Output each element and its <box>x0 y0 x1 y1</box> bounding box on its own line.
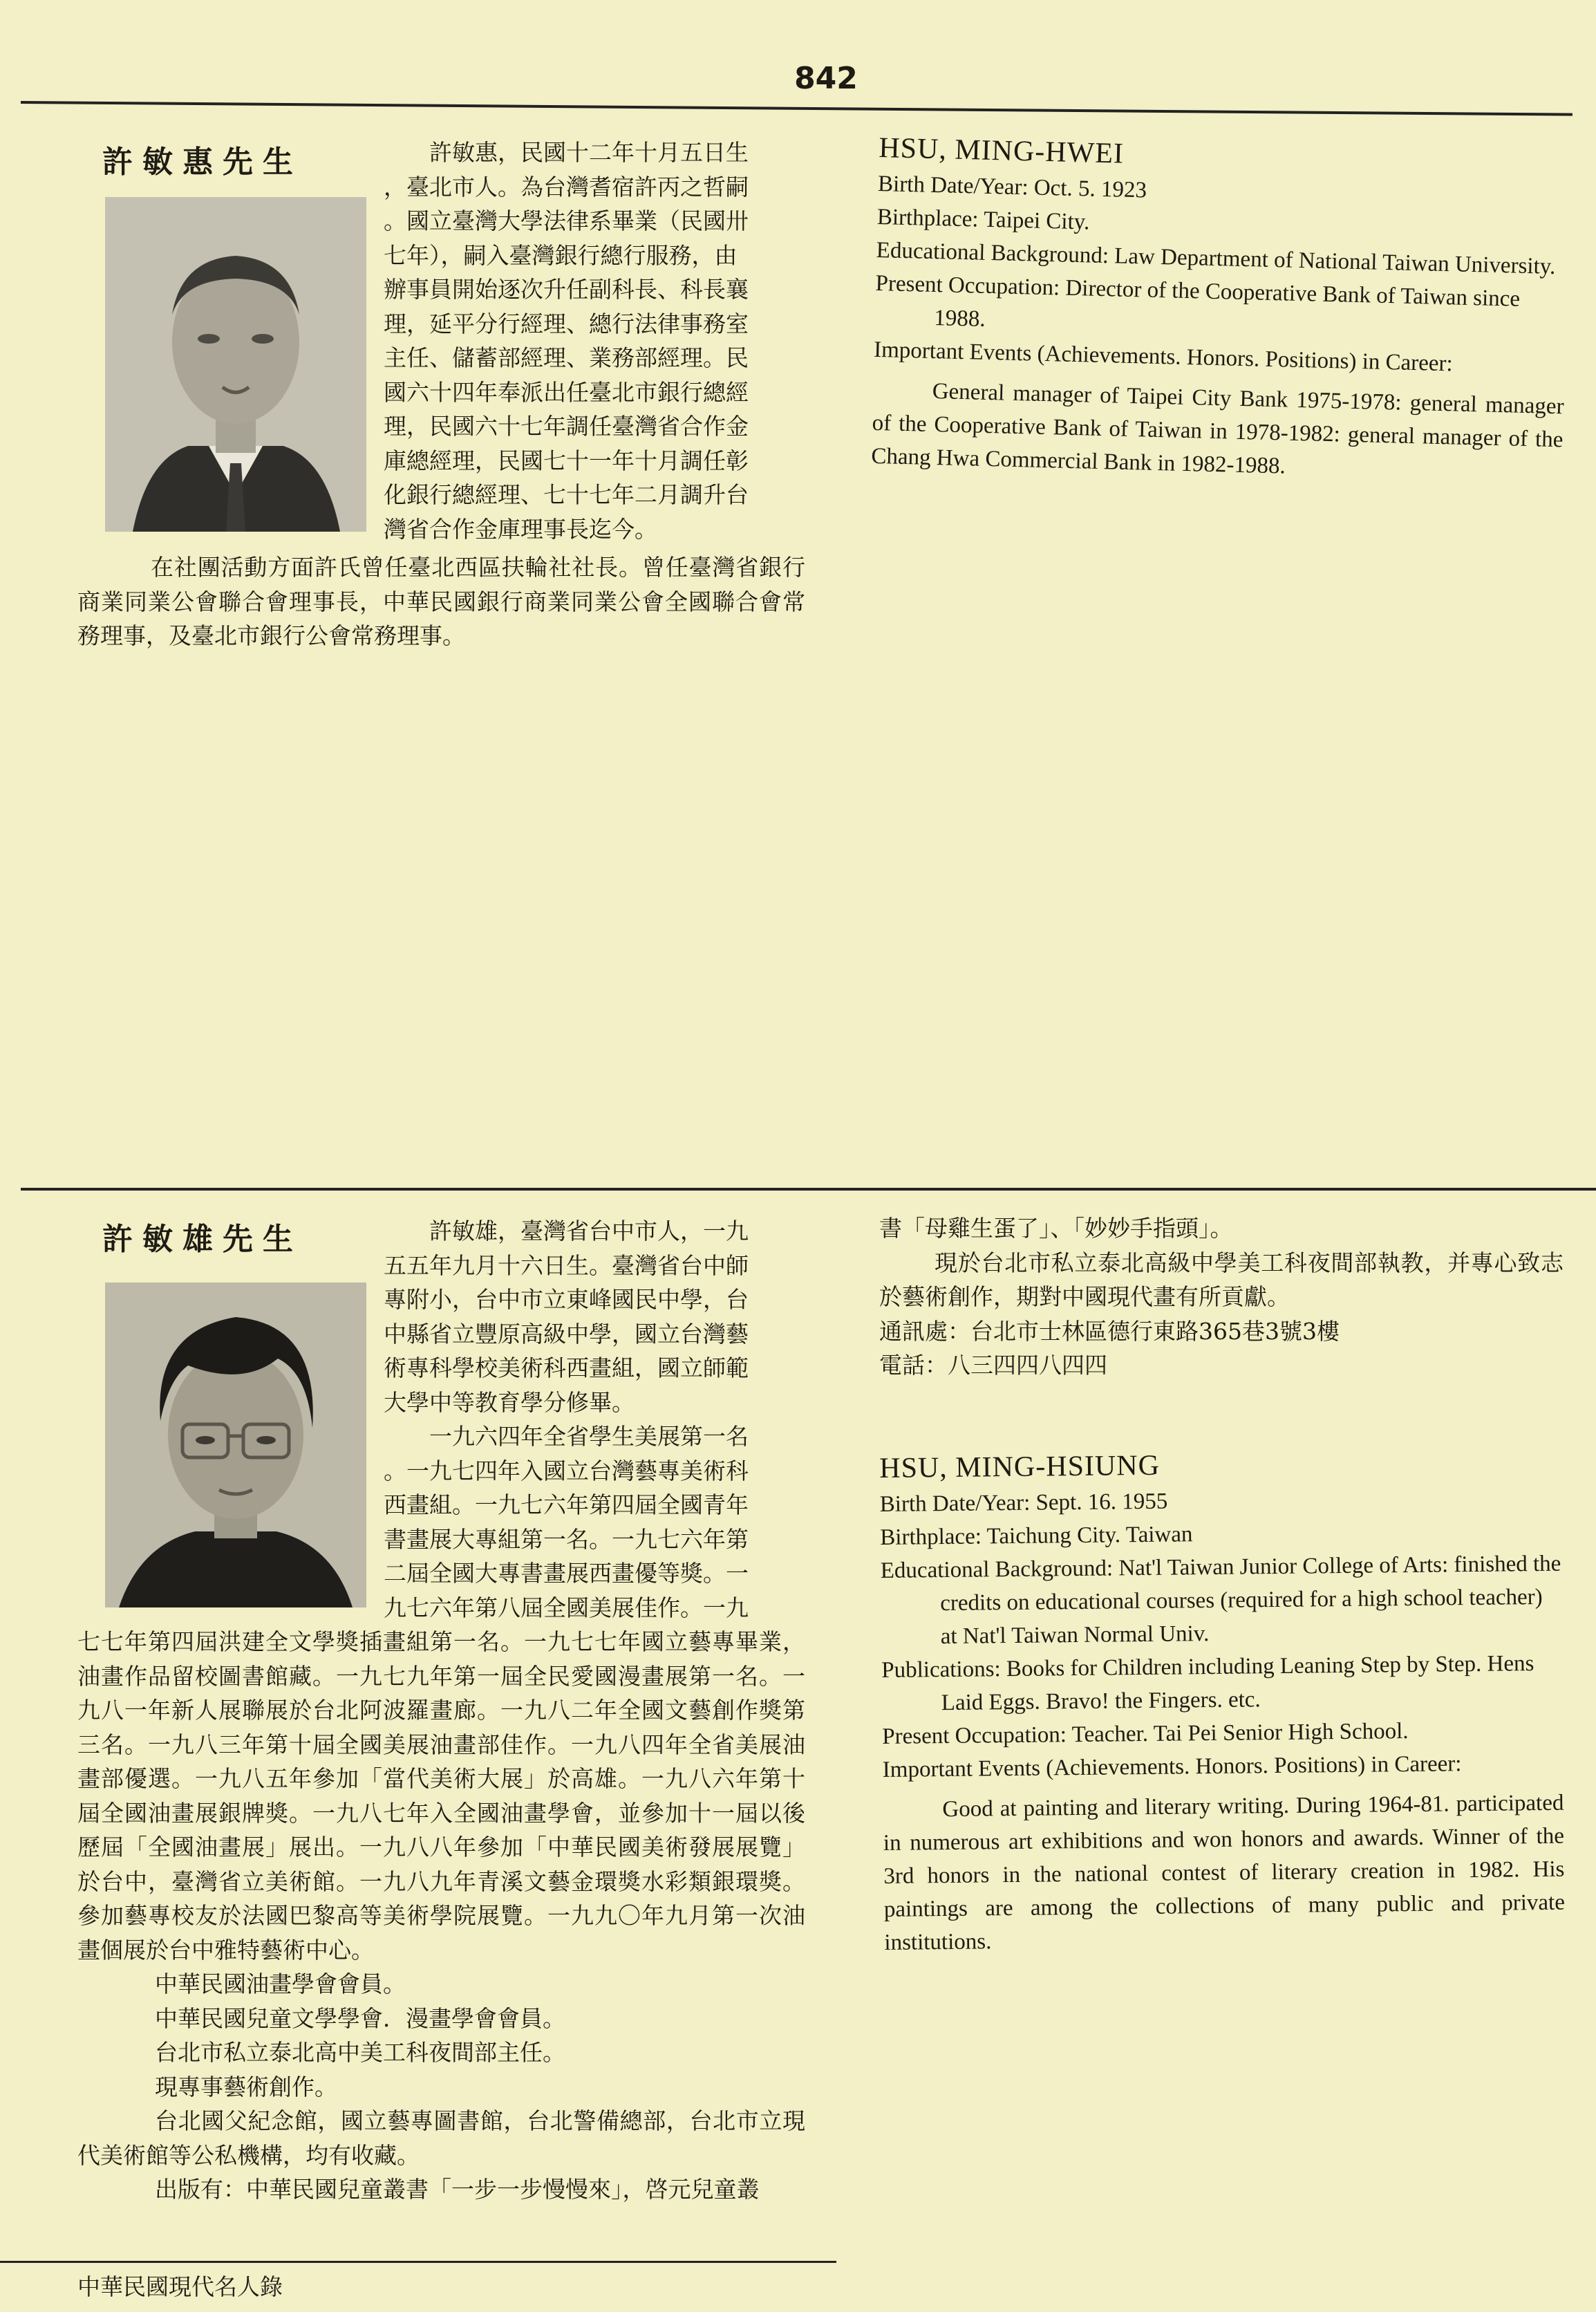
entry1-bio-line: 主任、儲蓄部經理、業務部經理。民 <box>384 344 749 371</box>
entry1-bio-line: 化銀行總經理、七十七年二月調升台 <box>384 481 749 508</box>
field-value: Taichung City. Taiwan <box>986 1522 1193 1549</box>
footer-rule <box>0 2261 836 2263</box>
entry1-name-zh: 許敏惠先生 <box>102 144 303 180</box>
entry2-bio-line: 許敏雄，臺灣省台中市人，一九 <box>429 1218 749 1244</box>
field-label: Birthplace: <box>880 1524 982 1550</box>
entry2-publications-continued: 書「母雞生蛋了」、「妙妙手指頭」。 <box>879 1215 1233 1242</box>
field-label: Birthplace: <box>876 204 979 232</box>
field-label: Birth Date/Year: <box>879 1490 1031 1517</box>
entry2-bio-zh-side <box>384 1214 805 1625</box>
entry2-publications-zh: 出版有：中華民國兒童叢書「一步一步慢慢來」，啓元兒童叢 <box>155 2176 760 2203</box>
entry2-bio-line: 書畫展大專組第一名。一九七六年第 <box>384 1525 749 1553</box>
phone-label: 電話： <box>879 1352 948 1379</box>
field-label: Important Events (Achievements. Honors. Positions) in Career: <box>882 1751 1462 1782</box>
field-value: Nat'l Taiwan Junior College of Arts: finished the credits on educational courses (required for a high school teacher) at Nat'l Taiwan Normal Univ. <box>940 1551 1561 1650</box>
entry1-bio-line: ，臺北市人。為台灣耆宿許丙之哲嗣 <box>384 173 749 201</box>
field-label: Present Occupation: <box>882 1722 1067 1749</box>
field-value: Teacher. Tai Pei Senior High School. <box>1071 1719 1409 1748</box>
entry2-bio-zh-full <box>77 1625 805 2207</box>
entry1-events-body: General manager of Taipei City Bank 1975-1978: general manager of the Cooperative Bank of Taiwan in 1978-1982: general manager of the Chang Hwa Commercial Bank in 1982-1988. <box>871 378 1565 479</box>
address-label: 通訊處： <box>879 1317 970 1345</box>
entry2-bio-line: 一九六四年全省學生美展第一名 <box>429 1423 749 1450</box>
entry1-bio-line: 庫總經理，民國七十一年十月調任彰 <box>384 447 749 474</box>
book-title-footer: 中華民國現代名人錄 <box>77 2273 283 2300</box>
entry1-bio-line: 許敏惠，民國十二年十月五日生 <box>429 139 749 166</box>
entry2-membership-3: 台北市私立泰北高中美工科夜間部主任。 <box>155 2039 565 2066</box>
entry2-membership-2: 中華民國兒童文學學會．漫畫學會會員。 <box>155 2004 565 2032</box>
top-rule <box>21 101 1572 116</box>
entry1-name-en: HSU, MING-HWEI <box>878 131 1125 170</box>
entry2-membership-4: 現專事藝術創作。 <box>155 2073 337 2100</box>
entry2-bio-line: 中縣省立豐原高級中學，國立台灣藝 <box>384 1320 749 1348</box>
entry2-current-work: 現於台北市私立泰北高級中學美工科夜間部執教，并專心致志於藝術創作，期對中國現代畫有所貢獻。 <box>879 1249 1564 1310</box>
entry2-address <box>879 1314 1564 1349</box>
entry2-name-zh: 許敏雄先生 <box>102 1222 303 1257</box>
phone-value: 八三四四八四四 <box>948 1352 1107 1379</box>
entry1-portrait <box>105 197 366 532</box>
entry2-bio-line: 。一九七四年入國立台灣藝專美術科 <box>384 1457 749 1484</box>
entry1-bio-line: 國六十四年奉派出任臺北市銀行總經 <box>384 378 749 406</box>
entry2-bio-line: 術專科學校美術科西畫組，國立師範 <box>384 1354 749 1381</box>
entry2-publications <box>881 1647 1563 1720</box>
entry2-membership-1: 中華民國油畫學會會員。 <box>155 1970 406 1997</box>
page-number: 842 <box>794 61 858 96</box>
entry2-events-body: Good at painting and literary writing. During 1964-81. participated in numerous art exhibitions and won honors and awards. Winner of the 3rd honors in the national contest of literary creation in 1982. His paintings are among the collections of many public and private institutions. <box>883 1790 1566 1955</box>
address-value: 台北市士林區德行東路365巷3號3樓 <box>970 1317 1340 1345</box>
field-label: Publications: <box>881 1657 1001 1683</box>
entry1-bio-line: 灣省合作金庫理事長迄今。 <box>384 515 657 543</box>
field-label: Birth Date/Year: <box>877 171 1029 201</box>
field-value: Law Department of National Taiwan University. <box>1114 243 1556 279</box>
entry2-bio-line: 西畫組。一九七六年第四屆全國青年 <box>384 1491 749 1518</box>
field-label: Present Occupation: <box>875 270 1060 301</box>
entry2-english-bio <box>879 1445 1566 1959</box>
entry2-bio-line: 五五年九月十六日生。臺灣省台中師 <box>384 1251 749 1279</box>
entry2-phone <box>879 1348 1564 1383</box>
field-value: Taipei City. <box>983 207 1090 235</box>
field-value: Books for Children including Leaning Step by Step. Hens Laid Eggs. Bravo! the Fingers. etc. <box>941 1651 1534 1716</box>
entry2-collections: 台北國父紀念館，國立藝專圖書館，台北警備總部，台北市立現代美術館等公私機構，均有收藏。 <box>77 2107 805 2169</box>
entry1-english-bio <box>871 131 1570 490</box>
entry1-bio-line: 七年），嗣入臺灣銀行總行服務，由 <box>384 241 738 269</box>
entry1-bio-zh-tail: 在社團活動方面許氏曾任臺北西區扶輪社社長。曾任臺灣省銀行商業同業公會聯合會理事長，中華民國銀行商業同業公會全國聯合會常務理事，及臺北市銀行公會常務理事。 <box>77 554 805 649</box>
entry1-bio-zh-side <box>384 136 805 546</box>
field-value: Oct. 5. 1923 <box>1033 175 1147 203</box>
entry2-bio-awards: 七七年第四屆洪建全文學獎插畫組第一名。一九七七年國立藝專畢業，油畫作品留校圖書館藏。一九七九年第一屆全民愛國漫畫展第一名。一九八一年新人展聯展於台北阿波羅畫廊。一九八二年全國文藝創作獎第三名。一九八三年第十屆全國美展油畫部佳作。一九八四年全省美展油畫部優選。一九八五年參加「當代美術大展」於高雄。一九八六年第十屆全國油畫展銀牌獎。一九八七年入全國油畫學會，並參加十一屆以後歷屆「全國油畫展」展出。一九八八年參加「中華民國美術發展展覽」於台中，臺灣省立美術館。一九八九年青溪文藝金環獎水彩類銀環獎。參加藝專校友於法國巴黎高等美術學院展覽。一九九〇年九月第一次油畫個展於台中雅特藝術中心。 <box>77 1628 805 1964</box>
entry1-bio-line: 理，延平分行經理、總行法律事務室 <box>384 310 749 337</box>
entry1-bio-line: 辦事員開始逐次升任副科長、科長襄 <box>384 276 749 303</box>
entry2-events-heading <box>883 1746 1564 1787</box>
entry2-bio-line: 二屆全國大專書畫展西畫優等獎。一 <box>384 1560 749 1587</box>
entry2-bio-line: 專附小，台中市立東峰國民中學，台 <box>384 1286 749 1313</box>
entry2-portrait <box>105 1283 366 1607</box>
field-label: Educational Background: <box>880 1556 1114 1583</box>
entry2-bio-line: 九七六年第八屆全國美展佳作。一九 <box>384 1594 749 1621</box>
entry2-name-en: HSU, MING-HSIUNG <box>879 1449 1161 1484</box>
entry1-bio-line: 理，民國六十七年調任臺灣省合作金 <box>384 413 749 440</box>
field-label: Important Events (Achievements. Honors. Positions) in Career: <box>873 337 1454 377</box>
entry2-education <box>881 1547 1562 1654</box>
entry2-bio-zh-right <box>879 1211 1564 1383</box>
field-label: Educational Background: <box>876 237 1109 269</box>
field-value: Director of the Cooperative Bank of Taiwan since 1988. <box>933 275 1521 332</box>
field-value: Sept. 16. 1955 <box>1035 1489 1168 1516</box>
middle-rule <box>21 1188 1596 1191</box>
entry1-bio-line: 。國立臺灣大學法律系畢業（民國卅 <box>384 207 749 234</box>
entry2-bio-line: 大學中等教育學分修畢。 <box>384 1388 635 1416</box>
